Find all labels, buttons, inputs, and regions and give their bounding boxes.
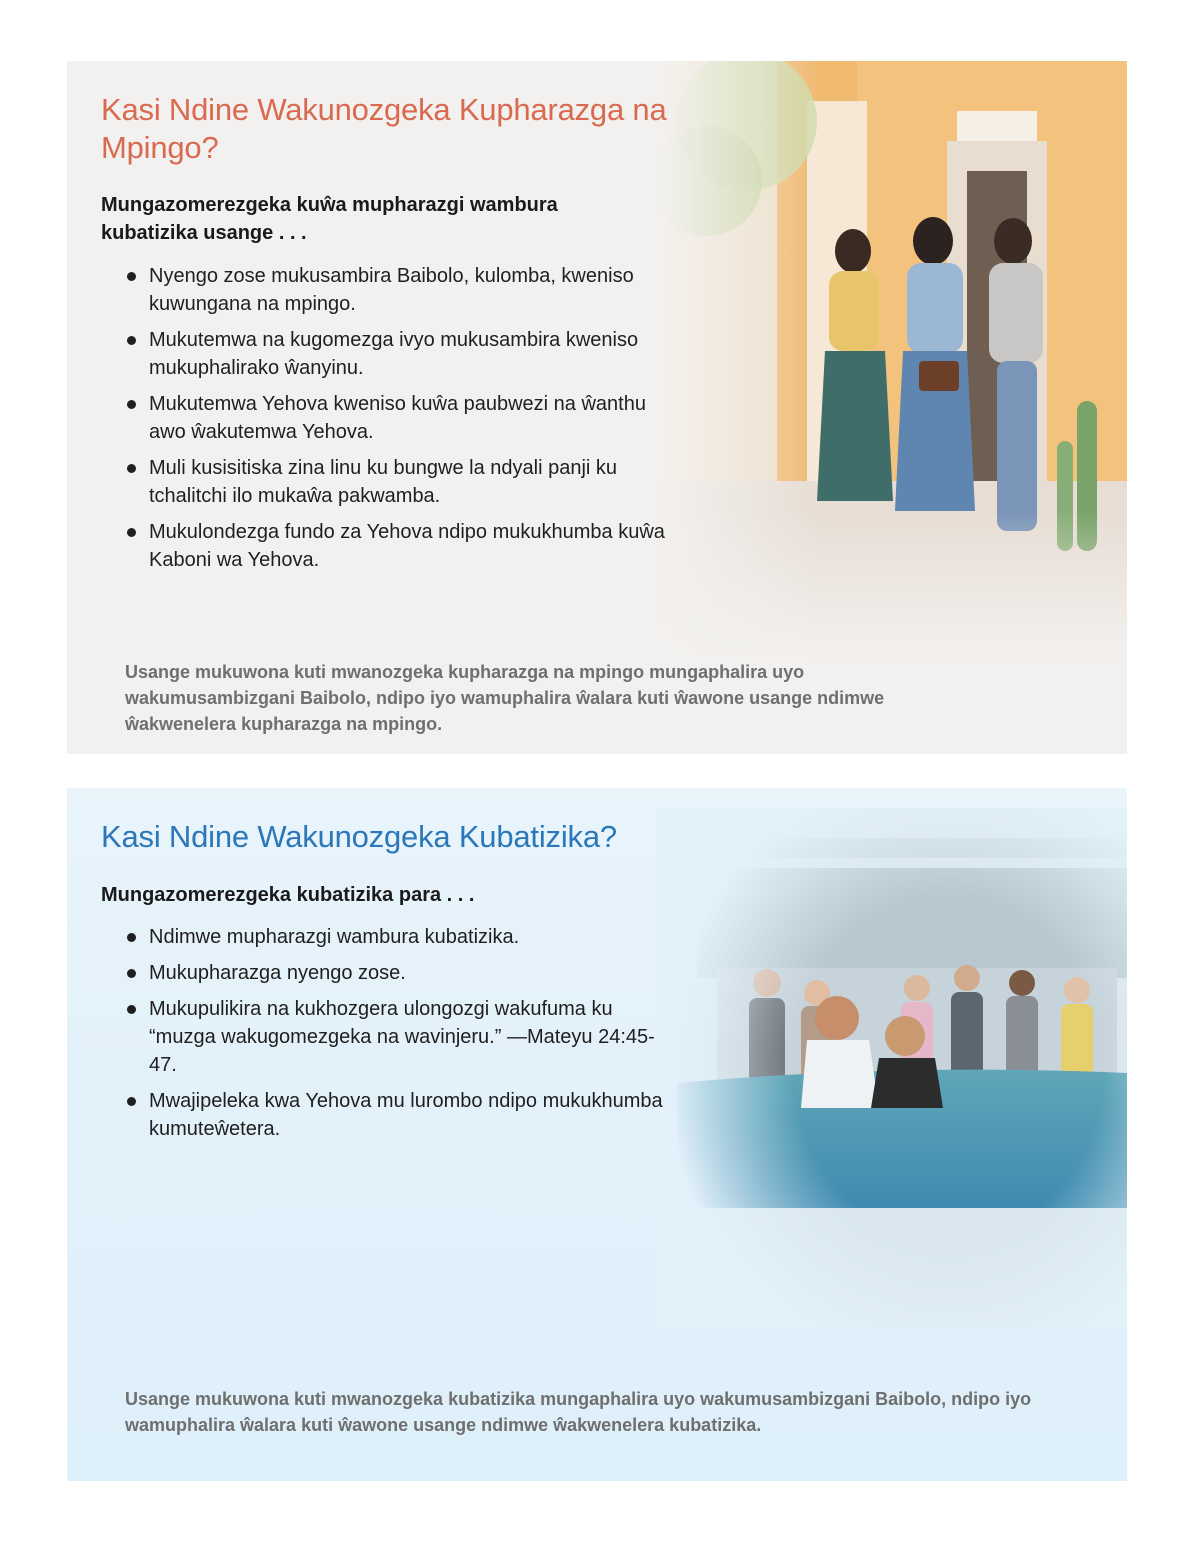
door-to-door-ministry-illustration: [657, 61, 1127, 661]
section-lead: Mungazomerezgeka kuŵa mupharazgi wambura kubatizika usange . . .: [101, 194, 558, 244]
list-item: Mukutemwa na kugomezga ivyo mukusambira kweniso mukuphalirako ŵanyinu.: [125, 326, 685, 382]
list-item: Muli kusisitiska zina linu ku bungwe la ndyali panji ku tchalitchi ilo mukaŵa pakwamba.: [125, 454, 685, 510]
baptism-illustration: [657, 808, 1127, 1328]
section-title: Kasi Ndine Wakunozgeka Kupharazga na Mpingo?: [101, 92, 667, 165]
list-item: Mwajipeleka kwa Yehova mu lurombo ndipo mukukhumba kumuteŵetera.: [125, 1087, 665, 1143]
section-lead: Mungazomerezgeka kubatizika para . . .: [101, 884, 475, 906]
section-note: Usange mukuwona kuti mwanozgeka kubatizika mungaphalira uyo wakumusambizgani Baibolo, ndipo iyo wamuphalira ŵalara kuti ŵawone usange ndimwe ŵakwenelera kubatizika.: [125, 1389, 1032, 1435]
section-title: Kasi Ndine Wakunozgeka Kubatizika?: [101, 819, 617, 854]
requirements-list: [125, 262, 685, 582]
list-item: Mukupharazga nyengo zose.: [125, 959, 665, 987]
list-item: Nyengo zose mukusambira Baibolo, kulomba, kweniso kuwungana na mpingo.: [125, 262, 685, 318]
list-item: Mukutemwa Yehova kweniso kuŵa paubwezi na ŵanthu awo ŵakutemwa Yehova.: [125, 390, 685, 446]
list-item: Mukulondezga fundo za Yehova ndipo mukukhumba kuŵa Kaboni wa Yehova.: [125, 518, 685, 574]
section-note: Usange mukuwona kuti mwanozgeka kupharazga na mpingo mungaphalira uyo wakumusambizgani Baibolo, ndipo iyo wamuphalira ŵalara kuti ŵawone usange ndimwe ŵakwenelera kupharazga na mpingo.: [125, 662, 885, 734]
baptism-readiness-panel: [67, 788, 1127, 1481]
list-item: Mukupulikira na kukhozgera ulongozgi wakufuma ku “muzga wakugomezgeka na wavinjeru.” —Mateyu 24:45-47.: [125, 995, 665, 1079]
requirements-list: [125, 923, 665, 1151]
preaching-readiness-panel: [67, 61, 1127, 754]
list-item: Ndimwe mupharazgi wambura kubatizika.: [125, 923, 665, 951]
